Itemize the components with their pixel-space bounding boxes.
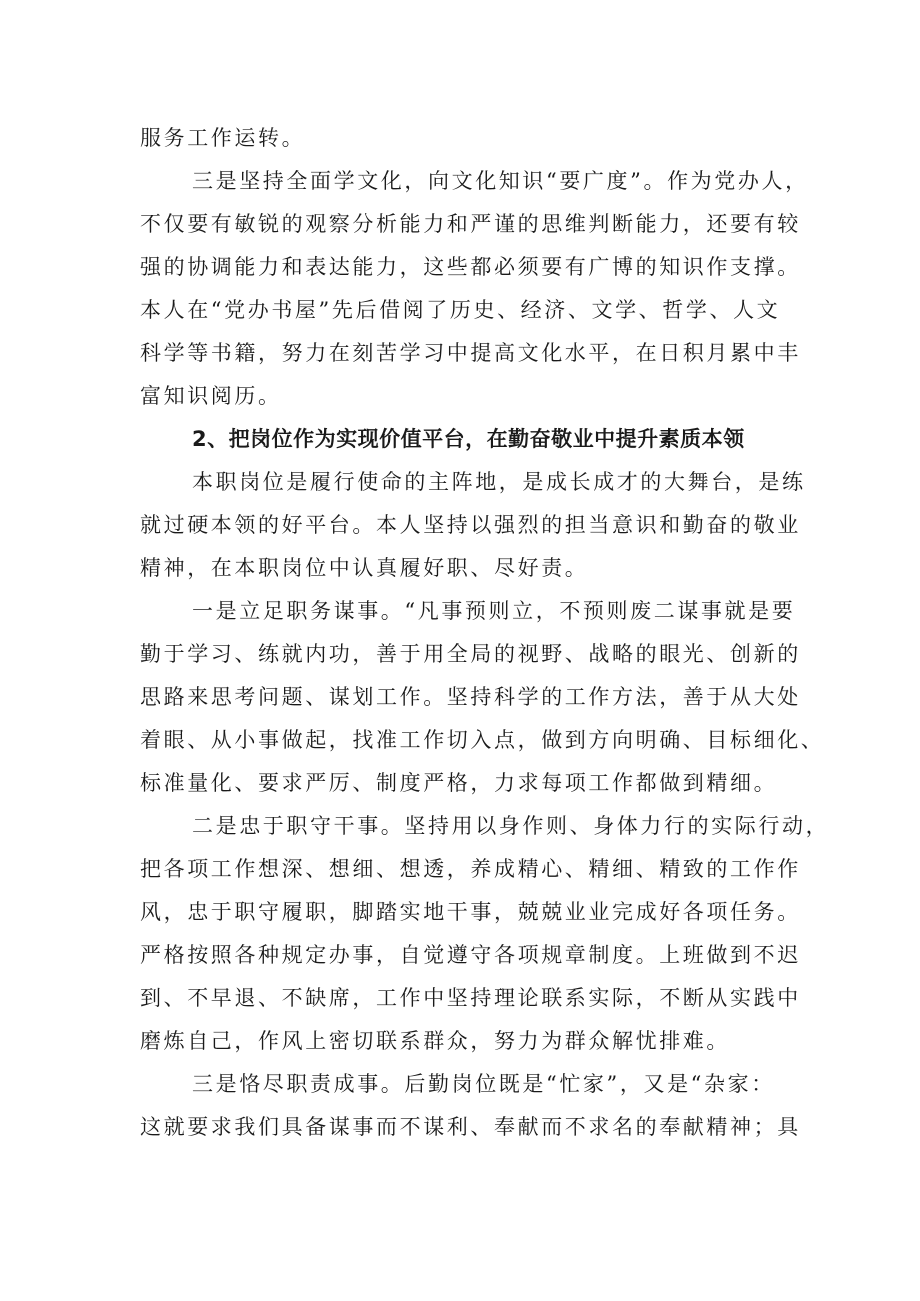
text-line: 就过硬本领的好平台。本人坚持以强烈的担当意识和勤奋的敬业 <box>140 513 801 537</box>
text-line: 勤于学习、练就内功，善于用全局的视野、战略的眼光、创新的 <box>140 642 801 666</box>
text-line: 精神，在本职岗位中认真履好职、尽好责。 <box>140 556 589 580</box>
document-body <box>140 117 830 1149</box>
text-line: 科学等书籍，努力在刻苦学习中提高文化水平，在日积月累中丰 <box>140 341 801 365</box>
text-line: 强的协调能力和表达能力，这些都必须要有广博的知识作支撑。 <box>140 255 801 279</box>
text-line: 这就要求我们具备谋事而不谋利、奉献而不求名的奉献精神；具 <box>140 1115 801 1139</box>
paragraph-start-line: 本职岗位是履行使命的主阵地，是成长成才的大舞台，是练 <box>192 470 806 494</box>
text-line: 到、不早退、不缺席，工作中坚持理论联系实际，不断从实践中 <box>140 986 801 1010</box>
paragraph-start-line: 二是忠于职守干事。坚持用以身作则、身体力行的实际行动， <box>192 814 830 838</box>
text-line: 思路来思考问题、谋划工作。坚持科学的工作方法，善于从大处 <box>140 685 801 709</box>
paragraph-start-line: 一是立足职务谋事。“凡事预则立，不预则废二谋事就是要 <box>192 599 796 623</box>
paragraph-start-line: 三是坚持全面学文化，向文化知识“要广度”。作为党办人， <box>192 169 809 193</box>
paragraph-start-line: 三是恪尽职责成事。后勤岗位既是“忙家”，又是“杂家： <box>192 1072 775 1096</box>
text-line: 本人在“党办书屋”先后借阅了历史、经济、文学、哲学、人文 <box>140 298 781 322</box>
text-line: 严格按照各种规定办事，自觉遵守各项规章制度。上班做到不迟 <box>140 943 801 967</box>
text-line: 服务工作运转。 <box>140 126 306 150</box>
text-line: 着眼、从小事做起，找准工作切入点，做到方向明确、目标细化、 <box>140 728 825 752</box>
text-line: 把各项工作想深、想细、想透，养成精心、精细、精致的工作作 <box>140 857 801 881</box>
text-line: 标准量化、要求严厉、制度严格，力求每项工作都做到精细。 <box>140 771 778 795</box>
section-heading: 2、把岗位作为实现价值平台，在勤奋敬业中提升素质本领 <box>192 427 745 451</box>
text-line: 磨炼自己，作风上密切联系群众，努力为群众解忧排难。 <box>140 1029 730 1053</box>
text-line: 不仅要有敏锐的观察分析能力和严谨的思维判断能力，还要有较 <box>140 212 801 236</box>
text-line: 富知识阅历。 <box>140 384 282 408</box>
text-line: 风，忠于职守履职，脚踏实地干事，兢兢业业完成好各项任务。 <box>140 900 801 924</box>
